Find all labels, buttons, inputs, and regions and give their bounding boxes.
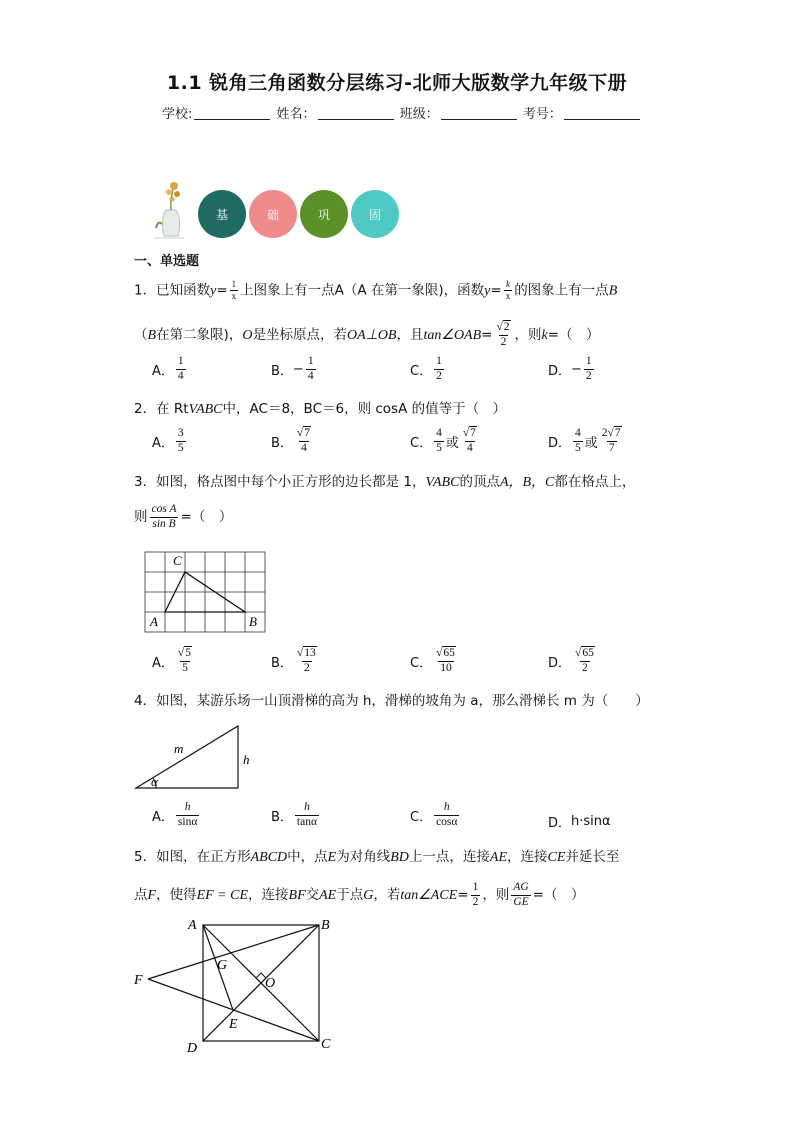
q4-stem: 4．如图，某游乐场一山顶滑梯的高为 h，滑梯的坡角为 a，那么滑梯长 m 为（ ）	[134, 693, 649, 709]
q3-option-b[interactable]: B． $\frac{√13}{2}$	[271, 647, 316, 674]
name-blank[interactable]	[318, 107, 394, 120]
class-blank[interactable]	[441, 107, 517, 120]
q5-label-f: F	[134, 973, 143, 988]
plant-vase-icon	[150, 180, 192, 242]
banner-circle-2: 础	[249, 190, 297, 238]
q4-option-c[interactable]: C． $\frac{h}{\cos\alpha}$	[410, 801, 458, 828]
q5-label-a: A	[188, 918, 197, 933]
q2-option-d[interactable]: D． $\frac{4}{5}$ 或 $\frac{2√7}{7}$	[548, 427, 621, 454]
q4-option-b[interactable]: B． $\frac{h}{\tan\alpha}$	[271, 801, 317, 828]
school-blank[interactable]	[194, 107, 270, 120]
q3-option-c[interactable]: C． $\frac{√65}{10}$	[410, 647, 455, 674]
page-title: 1.1 锐角三角函数分层练习-北师大版数学九年级下册	[166, 72, 628, 94]
q5-label-d: D	[187, 1041, 198, 1056]
exam-no-blank[interactable]	[564, 107, 640, 120]
q4-label-alpha: α	[151, 774, 158, 789]
q4-option-a[interactable]: A． $\frac{h}{\sin\alpha}$	[152, 801, 198, 828]
q3-option-d[interactable]: D． $\frac{√65}{2}$	[548, 647, 594, 674]
q3-label-b: B	[249, 614, 257, 629]
section-title: 一、单选题	[134, 254, 200, 269]
q3-option-a[interactable]: A． $\frac{√5}{5}$	[152, 647, 191, 674]
q5-label-e: E	[229, 1017, 238, 1032]
banner-circle-3: 巩	[300, 190, 348, 238]
q4-label-m: m	[174, 741, 184, 756]
school-label: 学校:	[162, 107, 193, 122]
q1-option-c[interactable]: C． $\frac{1}{2}$	[410, 355, 442, 382]
exam-no-label: 考号：	[522, 107, 562, 122]
q5-label-g: G	[217, 958, 228, 973]
q1-option-a[interactable]: A． $\frac{1}{4}$	[152, 355, 184, 382]
q5-label-c: C	[321, 1037, 331, 1052]
q3-line2: 则 $\frac{\text{cos A}}{\text{sin B}}$ =（ ）	[134, 503, 233, 530]
q4-label-h: h	[243, 752, 250, 767]
q2-stem: 2．在 RtVABC中，AC＝8，BC＝6，则 cosA 的值等于（ ）	[134, 401, 507, 417]
q4-slide-figure	[130, 720, 260, 794]
q2-option-c[interactable]: C． $\frac{4}{5}$ 或 $\frac{√7}{4}$	[410, 427, 476, 454]
q3-label-a: A	[150, 614, 158, 629]
q5-label-b: B	[321, 918, 330, 933]
q3-grid-figure	[140, 547, 270, 635]
q5-square-figure	[128, 912, 343, 1062]
student-info	[162, 103, 642, 122]
q3-label-c: C	[173, 553, 182, 568]
q5-line2: 点F，使得EF = CE，连接BF交AE于点G，若tan∠ACE= $\frac{1}{2}$ ，则 $\frac{AG}{GE}$ =（ ）	[134, 881, 585, 908]
q5-label-o: O	[265, 976, 276, 991]
banner-circle-4: 固	[351, 190, 399, 238]
name-label: 姓名：	[276, 107, 316, 122]
q1-option-b[interactable]: B． − $\frac{1}{4}$	[271, 355, 314, 382]
q2-option-b[interactable]: B． $\frac{√7}{4}$	[271, 427, 310, 454]
q2-option-a[interactable]: A． $\frac{3}{5}$	[152, 427, 184, 454]
banner-circle-1: 基	[198, 190, 246, 238]
q3-line1: 3．如图，格点图中每个小正方形的边长都是 1，VABC的顶点A，B，C都在格点上，	[134, 474, 636, 490]
q1-option-d[interactable]: D． − $\frac{1}{2}$	[548, 355, 592, 382]
q1-line1: 1．已知函数y= $\frac{1}{x}$ 上图象上有一点A（A 在第一象限)，函数y= $\frac{k}{x}$ 的图象上有一点B	[134, 279, 618, 301]
q4-option-d[interactable]: D． h·sinα	[548, 814, 611, 831]
class-label: 班级：	[399, 107, 439, 122]
q5-line1: 5．如图，在正方形ABCD中，点E为对角线BD上一点，连接AE，连接CE并延长至	[134, 849, 620, 865]
q1-line2: （B在第二象限)，O是坐标原点，若OA⊥OB，且tan∠OAB= $\frac{√2}{2}$ ，则k=（ ）	[134, 321, 600, 348]
